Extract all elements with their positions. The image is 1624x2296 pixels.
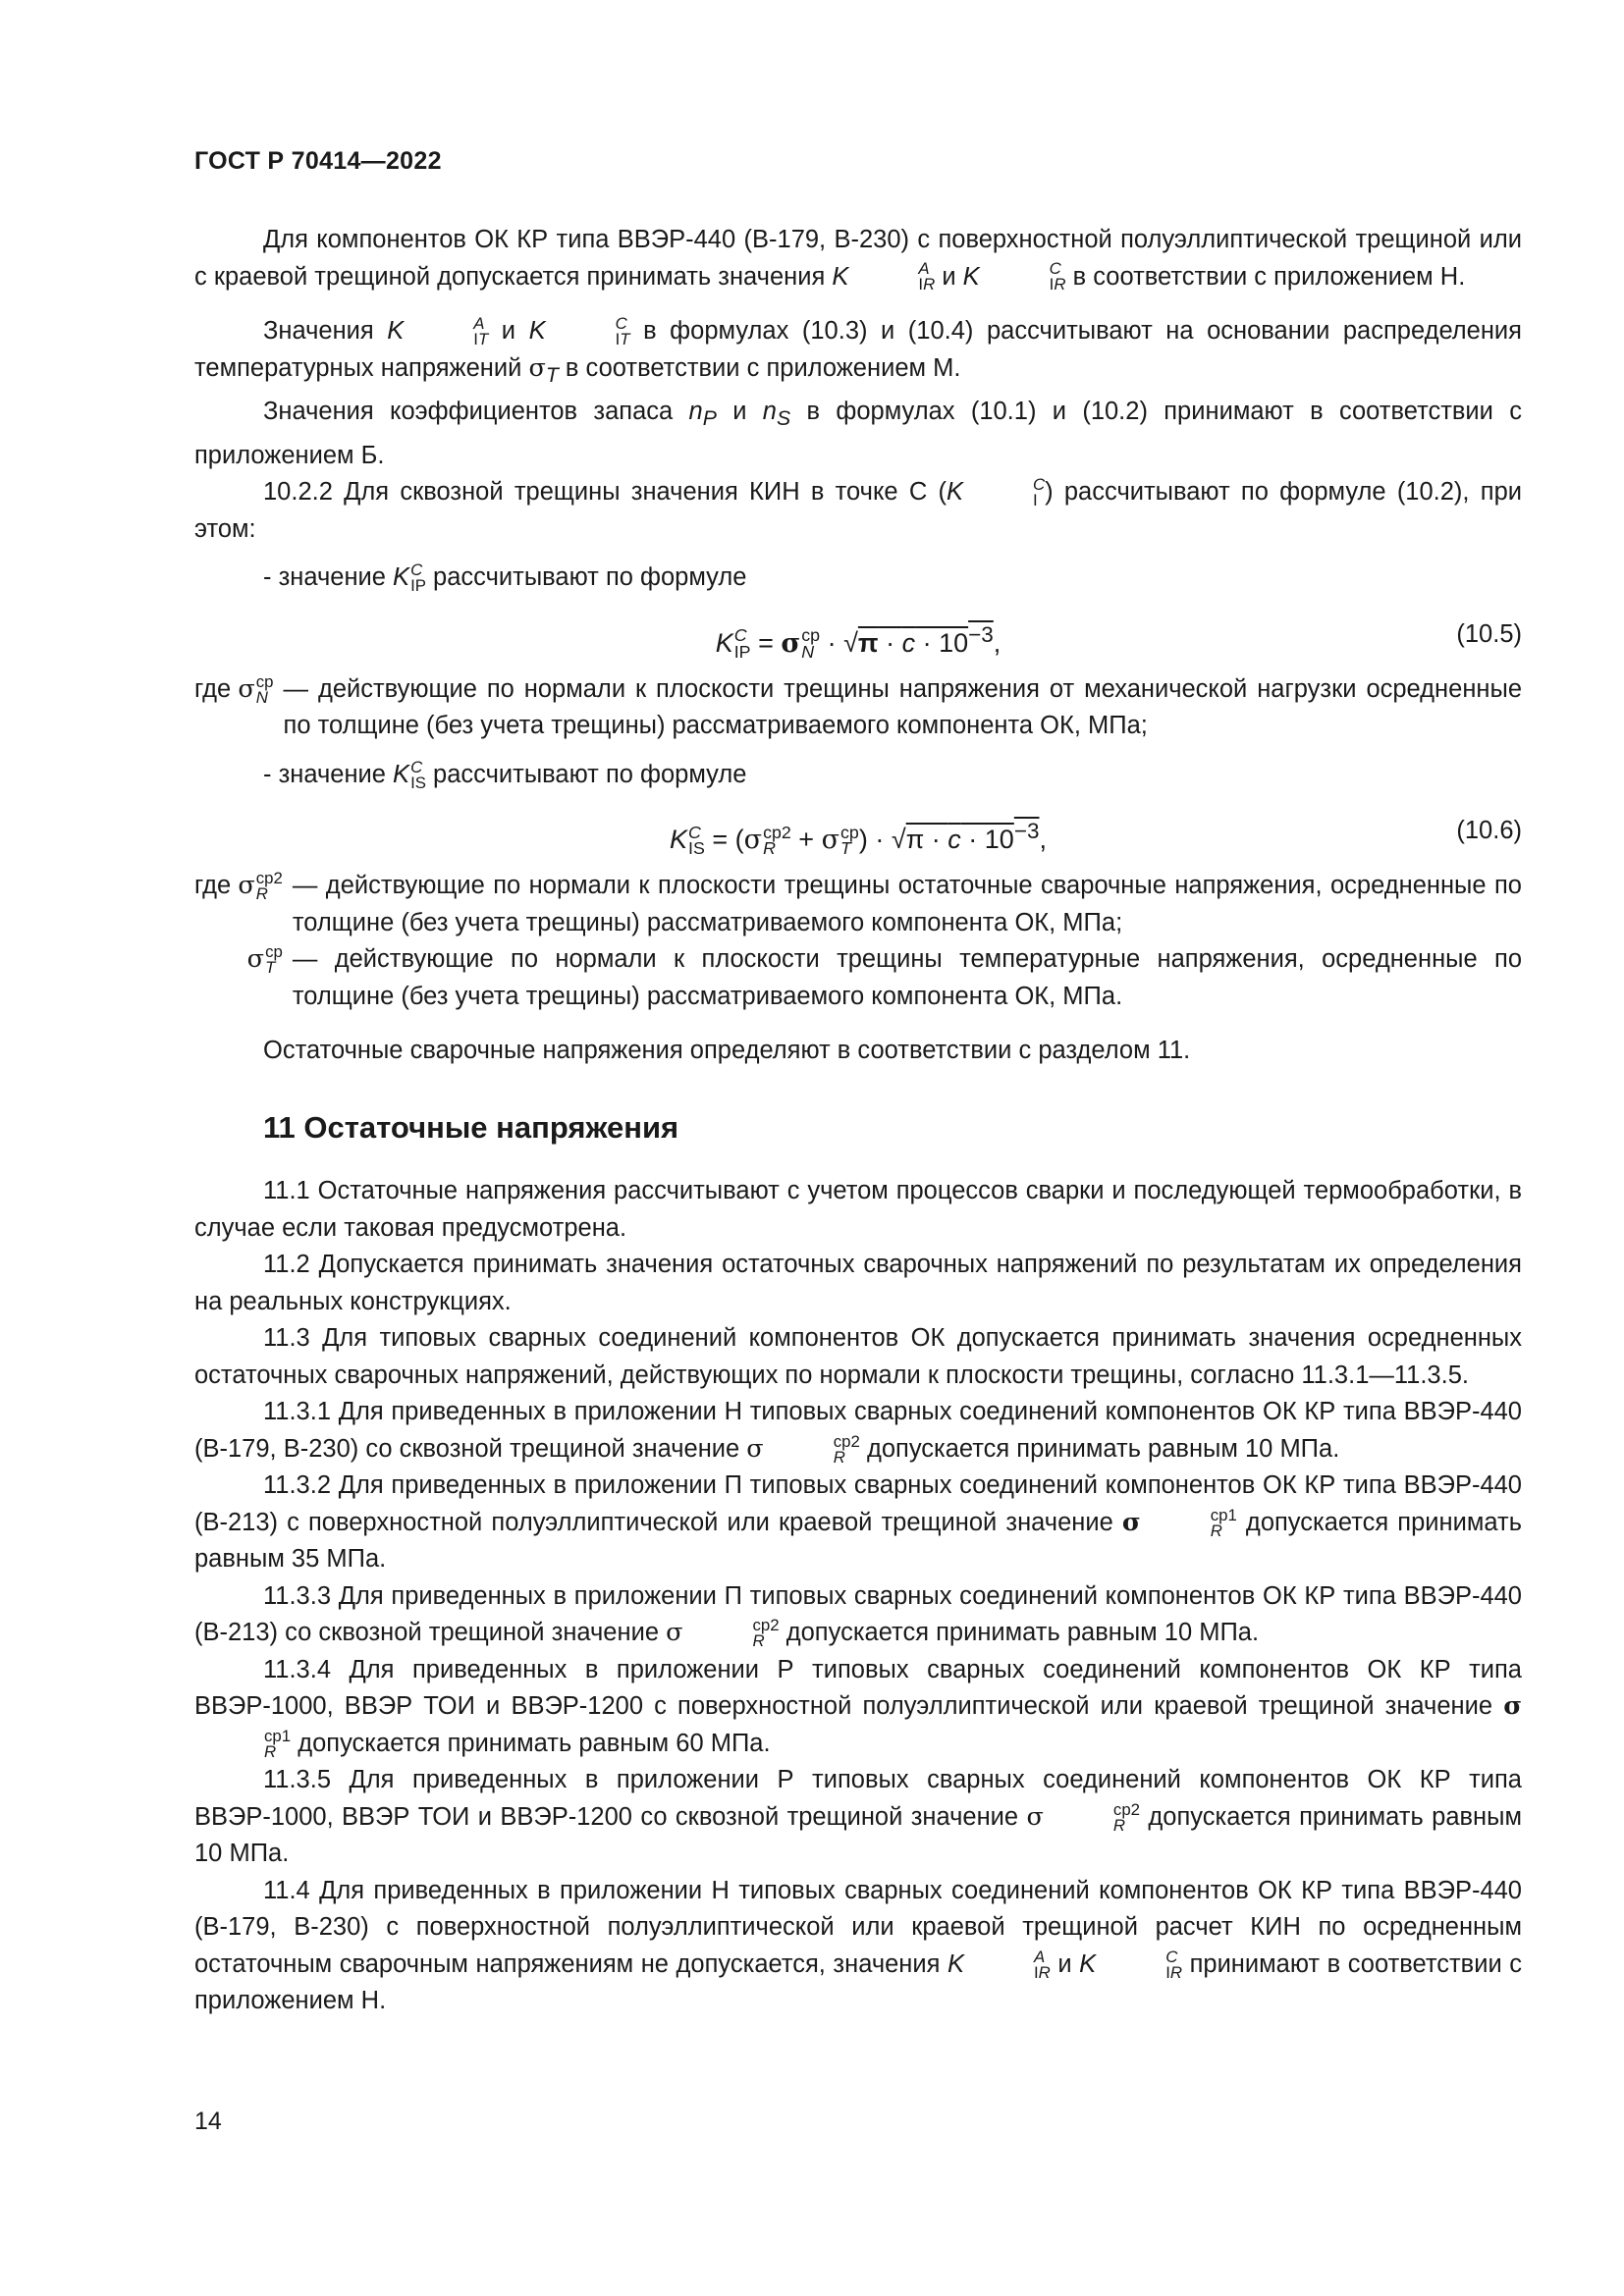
- paragraph-11-3: 11.3 Для типовых сварных соединений компонентов ОК допускается принимать значения осредненных остаточных сварочных напряжений, действующих по нормали к плоскости трещины, согласно 11.3.1—11.3.5.: [194, 1324, 1522, 1389]
- section-title-11: 11 Остаточные напряжения: [263, 1109, 679, 1145]
- paragraph-11-3-2: 11.3.2 Для приведенных в приложении П типовых сварных соединений компонентов ОК КР типа ВВЭР-440 (В-213) с поверхностной полуэллиптической или краевой трещиной значение σ ср1 R допускается принимать равным 35 МПа.: [194, 1471, 1522, 1574]
- formula-10-6: [194, 805, 1522, 860]
- page-number: 14: [194, 2108, 222, 2135]
- paragraph-11-4: 11.4 Для приведенных в приложении Н типовых сварных соединений компонентов ОК КР типа ВВЭР-440 (В-179, В-230) с поверхностной полуэллиптической или краевой трещиной расчет КИН по осредненным остаточным сварочным напряжениям не допускается, значения K A IR и K C IR принимают в соответствии с приложением Н.: [194, 1876, 1522, 2015]
- document-header: ГОСТ Р 70414—2022: [194, 147, 442, 175]
- formula-10-5: [194, 609, 1522, 664]
- where-text-sigma-r: — действующие по нормали к плоскости трещины остаточные сварочные напряжения, осредненные по толщине (без учета трещины) рассматриваемого компонента ОК, МПа;: [292, 872, 1522, 936]
- where-clause-sigma-n: где σ ср N — действующие по нормали к плоскости трещины напряжения от механической нагрузки осредненные по толщине (без учета трещины) рассматриваемого компонента ОК, МПа;: [194, 671, 1522, 745]
- formula-10-6-number: (10.6): [1456, 817, 1522, 845]
- paragraph-10-2-2: 10.2.2 Для сквозной трещины значения КИН в точке С (K C I ) рассчитывают по формуле (10.2), при этом:: [194, 475, 1522, 543]
- document-body: [194, 222, 1522, 2020]
- where-text-sigma-n: — действующие по нормали к плоскости трещины напряжения от механической нагрузки осредненные по толщине (без учета трещины) рассматриваемого компонента ОК, МПа;: [283, 674, 1522, 740]
- formula-10-6-expression: K C IS = (σ ср2 R + σ ср T ) · $√\pi \cdot c \cdot 10^{-3}$,: [670, 819, 1047, 859]
- paragraph-11-3-5: 11.3.5 Для приведенных в приложении Р типовых сварных соединений компонентов ОК КР типа ВВЭР-1000, ВВЭР ТОИ и ВВЭР-1200 со сквозной трещиной значение σ ср2 R допускается принимать равным 10 МПа.: [194, 1766, 1522, 1868]
- dash-item-kis: - значение K C IS рассчитывают по формуле: [263, 757, 747, 792]
- paragraph-11-3-1: 11.3.1 Для приведенных в приложении Н типовых сварных соединений компонентов ОК КР типа ВВЭР-440 (В-179, В-230) со сквозной трещиной значение σ ср2 R допускается принимать равным 10 МПа.: [194, 1398, 1522, 1467]
- dash-item-kip: - значение K C IP рассчитывают по формуле: [263, 561, 747, 596]
- paragraph-residual-reference: Остаточные сварочные напряжения определяют в соответствии с разделом 11.: [263, 1037, 1191, 1065]
- paragraph-11-3-4: 11.3.4 Для приведенных в приложении Р типовых сварных соединений компонентов ОК КР типа ВВЭР-1000, ВВЭР ТОИ и ВВЭР-1200 с поверхностной полуэллиптической или краевой трещиной значение σ ср1 R допускается принимать равным 60 МПа.: [194, 1655, 1522, 1761]
- paragraph-11-3-3: 11.3.3 Для приведенных в приложении П типовых сварных соединений компонентов ОК КР типа ВВЭР-440 (В-213) со сквозной трещиной значение σ ср2 R допускается принимать равным 10 МПа.: [194, 1581, 1522, 1651]
- formula-10-5-expression: K C IP = σ ср N · $√\pi \cdot c \cdot 10^{-3}$,: [715, 621, 1001, 662]
- paragraph-annex-n-values: Для компонентов ОК КР типа ВВЭР-440 (В-179, В-230) с поверхностной полуэллиптической трещиной или с краевой трещиной допускается принимать значения K A IR и K C IR в соответствии с приложением Н.: [194, 226, 1522, 294]
- where-label: где: [194, 872, 232, 900]
- paragraph-11-1: 11.1 Остаточные напряжения рассчитывают с учетом процессов сварки и последующей термообработки, в случае если таковая предусмотрена.: [194, 1177, 1522, 1242]
- where-text-sigma-t: — действующие по нормали к плоскости трещины температурные напряжения, осредненные по толщине (без учета трещины) рассматриваемого компонента ОК, МПа.: [292, 945, 1522, 1010]
- where-label: где: [194, 674, 232, 703]
- formula-10-5-number: (10.5): [1456, 619, 1522, 648]
- paragraph-safety-factors: Значения коэффициентов запаса $n_P$ и $n_S$ в формулах (10.1) и (10.2) принимают в соответствии с приложением Б.: [194, 398, 1522, 469]
- paragraph-thermal-values: Значения K A IT и K C IT в формулах (10.3) и (10.4) рассчитывают на основании распределения температурных напряжений $\sigma_T$ в соответствии с приложением М.: [194, 313, 1522, 387]
- where-clause-sigma-r: где σ ср2 R — действующие по нормали к плоскости трещины остаточные сварочные напряжения, осредненные по толщине (без учета трещины) рассматриваемого компонента ОК, МПа; σ ср T — действующие по нормали к плоскости трещины температурные напряжения, осредненные по толщине (без учета трещины) рассматриваемого компонента ОК, МПа.: [194, 868, 1522, 1015]
- paragraph-11-2: 11.2 Допускается принимать значения остаточных сварочных напряжений по результатам их определения на реальных конструкциях.: [194, 1251, 1522, 1315]
